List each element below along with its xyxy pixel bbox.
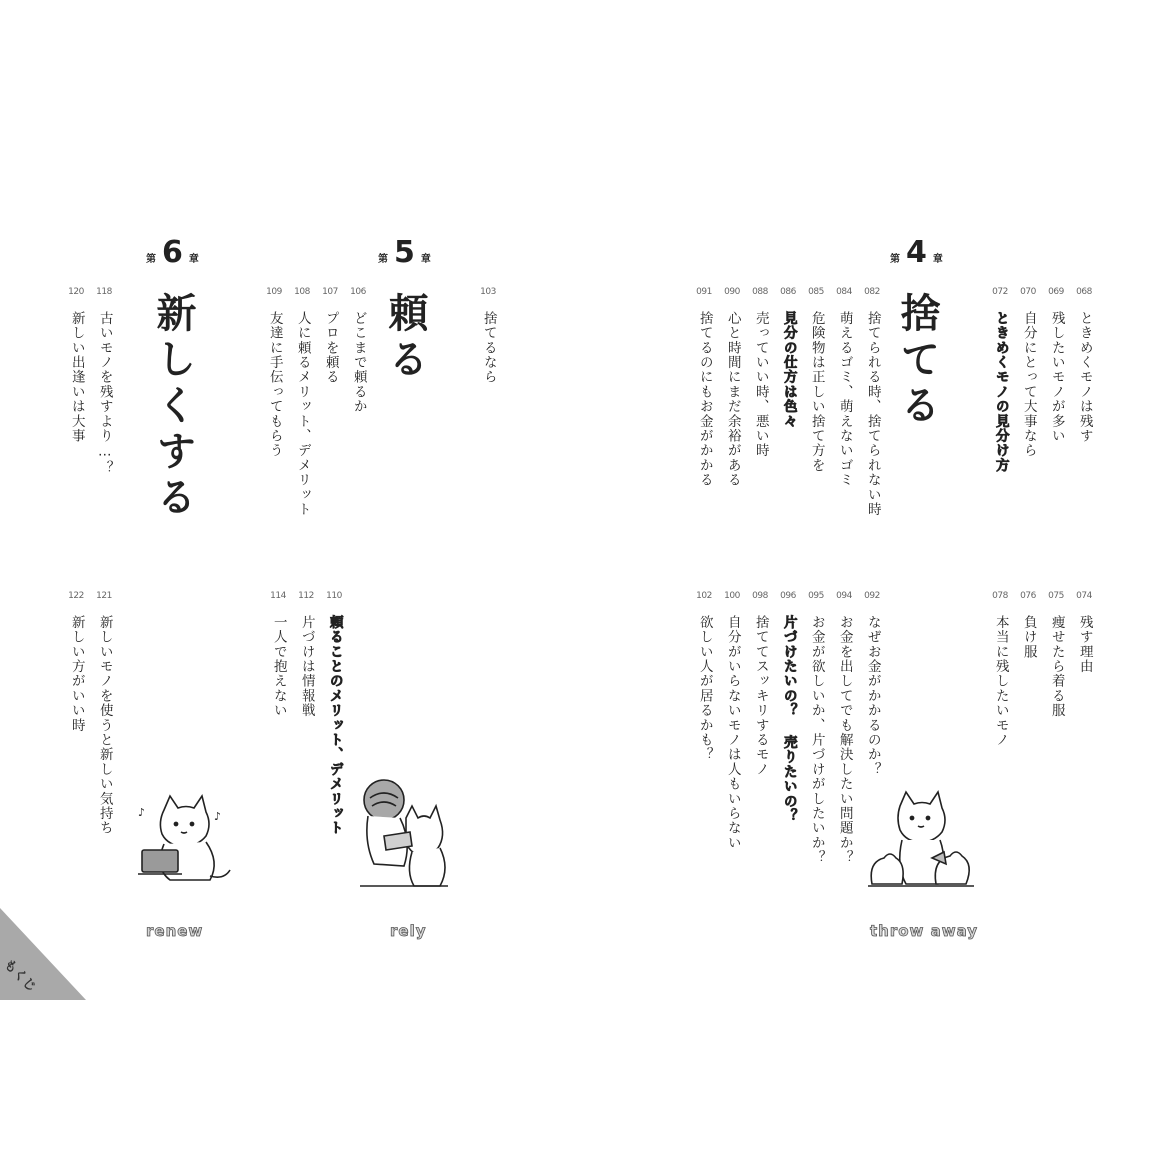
- chapter-5-label-post: 章: [420, 254, 431, 265]
- entry-title: 自分がいらないモノは人もいらない: [724, 615, 741, 851]
- entry-page-number: 102: [696, 591, 712, 601]
- entry-title: 自分にとって大事なら: [1020, 311, 1037, 458]
- entry-title: 萌えるゴミ、萌えないゴミ: [836, 311, 853, 488]
- entry-title: 痩せたら着る服: [1048, 615, 1065, 718]
- entry-title: 新しいモノを使うと新しい気持ち: [96, 615, 113, 836]
- entry-102[interactable]: [694, 592, 714, 865]
- entry-page-number: 112: [298, 591, 314, 601]
- entry-page-number: 107: [322, 287, 338, 297]
- entry-075[interactable]: [1046, 592, 1066, 865]
- entry-091[interactable]: [694, 288, 714, 517]
- entry-page-number: 068: [1076, 287, 1092, 297]
- chapter-5-number: 5: [394, 235, 415, 270]
- entry-page-number: 096: [780, 591, 796, 601]
- entry-107[interactable]: [320, 288, 340, 517]
- entry-103[interactable]: [478, 288, 498, 517]
- entry-title: 売っていい時、悪い時: [752, 311, 769, 458]
- chapter-4-label-pre: 第: [890, 254, 900, 265]
- entry-page-number: 070: [1020, 287, 1036, 297]
- entry-page-number: 095: [808, 591, 824, 601]
- entry-page-number: 100: [724, 591, 740, 601]
- entry-title: 残す理由: [1076, 615, 1093, 674]
- entry-page-number: 114: [270, 591, 286, 601]
- chapter-6-number: 6: [162, 235, 183, 270]
- entry-095[interactable]: [806, 592, 826, 865]
- chapter-6-english: renew: [146, 922, 204, 940]
- entry-100[interactable]: [722, 592, 742, 865]
- entry-title: なぜお金がかかるのか？: [864, 615, 881, 777]
- entry-120[interactable]: [66, 288, 86, 475]
- mokuji-corner-tab: [0, 908, 86, 1000]
- entry-page-number: 084: [836, 287, 852, 297]
- entry-page-number: 106: [350, 287, 366, 297]
- entry-title: 一人で抱えない: [270, 615, 287, 718]
- chapter-4-title: 捨てる: [894, 292, 940, 430]
- entry-title: 新しい方がいい時: [68, 615, 85, 733]
- entry-title: プロを頼る: [322, 311, 339, 385]
- entry-page-number: 103: [480, 287, 496, 297]
- entry-title: 捨てるのにもお金がかかる: [696, 311, 713, 488]
- chapter-4-heading: [890, 235, 943, 270]
- entry-title: ときめくモノの見分け方: [992, 311, 1009, 473]
- entry-072[interactable]: [990, 288, 1010, 517]
- entry-page-number: 098: [752, 591, 768, 601]
- entry-page-number: 091: [696, 287, 712, 297]
- entry-068[interactable]: [1074, 288, 1094, 517]
- entry-page-number: 120: [68, 287, 84, 297]
- cat-laptop-illustration: [134, 790, 234, 890]
- entry-085[interactable]: [806, 288, 826, 517]
- entry-title: 友達に手伝ってもらう: [266, 311, 283, 458]
- chapter-5-entries-bottom: [268, 592, 344, 836]
- entry-122[interactable]: [66, 592, 86, 836]
- entry-title: 残したいモノが多い: [1048, 311, 1065, 444]
- chapter-4-english: throw away: [870, 922, 979, 940]
- entry-page-number: 086: [780, 287, 796, 297]
- chapter-5-title: 頼る: [382, 292, 428, 384]
- chapter-4-entries-top: [694, 288, 1094, 517]
- entry-title: お金を出してでも解決したい問題か？: [836, 615, 853, 865]
- entry-118[interactable]: [94, 288, 114, 475]
- entry-page-number: 078: [992, 591, 1008, 601]
- entry-076[interactable]: [1018, 592, 1038, 865]
- entry-096[interactable]: [778, 592, 798, 865]
- chapter-6-label-post: 章: [188, 254, 199, 265]
- chapter-4-number: 4: [906, 235, 927, 270]
- entry-page-number: 075: [1048, 591, 1064, 601]
- entry-110[interactable]: [324, 592, 344, 836]
- entry-title: 人に頼るメリット、デメリット: [294, 311, 311, 517]
- entry-088[interactable]: [750, 288, 770, 517]
- cat-trash-bags-illustration: [866, 788, 976, 894]
- entry-page-number: 088: [752, 287, 768, 297]
- entry-page-number: 094: [836, 591, 852, 601]
- chapter-5-heading: [378, 235, 431, 270]
- entry-page-number: 085: [808, 287, 824, 297]
- entry-title: 危険物は正しい捨て方を: [808, 311, 825, 473]
- entry-121[interactable]: [94, 592, 114, 836]
- chapter-5: [230, 230, 520, 940]
- svg-text:♪: ♪: [138, 806, 146, 819]
- entry-title: 片づけたいの？ 売りたいの？: [780, 615, 797, 824]
- chapter-6-entries-bottom: [66, 592, 114, 836]
- cats-hugging-illustration: [354, 776, 454, 892]
- corner-tab-label: もくじ: [0, 956, 39, 996]
- entry-page-number: 072: [992, 287, 1008, 297]
- chapter-4-label-post: 章: [932, 254, 943, 265]
- entry-108[interactable]: [292, 288, 312, 517]
- entry-page-number: 092: [864, 591, 880, 601]
- entry-title: 本当に残したいモノ: [992, 615, 1009, 748]
- chapter-6-heading: [146, 235, 199, 270]
- entry-106[interactable]: [348, 288, 368, 517]
- entry-069[interactable]: [1046, 288, 1066, 517]
- chapter-6-title: 新しくする: [150, 292, 196, 522]
- entry-082[interactable]: [862, 288, 882, 517]
- entry-page-number: 090: [724, 287, 740, 297]
- chapter-4: [560, 230, 1100, 940]
- entry-title: 捨ててスッキリするモノ: [752, 615, 769, 777]
- entry-114[interactable]: [268, 592, 288, 836]
- entry-090[interactable]: [722, 288, 742, 517]
- entry-title: 古いモノを残すより…？: [96, 311, 113, 476]
- entry-086[interactable]: [778, 288, 798, 517]
- entry-title: 負け服: [1020, 615, 1037, 660]
- entry-074[interactable]: [1074, 592, 1094, 865]
- entry-page-number: 118: [96, 287, 112, 297]
- entry-title: 片づけは情報戦: [298, 615, 315, 718]
- entry-page-number: 076: [1020, 591, 1036, 601]
- entry-page-number: 069: [1048, 287, 1064, 297]
- entry-112[interactable]: [296, 592, 316, 836]
- entry-page-number: 074: [1076, 591, 1092, 601]
- entry-title: 捨てるなら: [480, 311, 497, 385]
- entry-page-number: 082: [864, 287, 880, 297]
- entry-page-number: 110: [326, 591, 342, 601]
- entry-070[interactable]: [1018, 288, 1038, 517]
- entry-title: 新しい出逢いは大事: [68, 311, 85, 444]
- entry-title: ときめくモノは残す: [1076, 311, 1093, 444]
- svg-text:♪: ♪: [214, 810, 222, 823]
- entry-title: 捨てられる時、捨てられない時: [864, 311, 881, 517]
- chapter-6-label-pre: 第: [146, 254, 156, 265]
- entry-page-number: 122: [68, 591, 84, 601]
- chapter-6-entries-top: [66, 288, 114, 475]
- entry-title: 頼ることのメリット、デメリット: [326, 615, 343, 836]
- entry-094[interactable]: [834, 592, 854, 865]
- entry-title: 心と時間にまだ余裕がある: [724, 311, 741, 488]
- entry-title: 見分の仕方は色々: [780, 311, 797, 429]
- entry-page-number: 109: [266, 287, 282, 297]
- entry-078[interactable]: [990, 592, 1010, 865]
- entry-109[interactable]: [264, 288, 284, 517]
- chapter-5-english: rely: [390, 922, 427, 940]
- entry-098[interactable]: [750, 592, 770, 865]
- chapter-5-entries-top: [264, 288, 498, 517]
- entry-084[interactable]: [834, 288, 854, 517]
- entry-title: お金が欲しいか、片づけがしたいか？: [808, 615, 825, 865]
- entry-page-number: 121: [96, 591, 112, 601]
- entry-title: 欲しい人が居るかも？: [696, 615, 713, 762]
- entry-title: どこまで頼るか: [350, 311, 367, 414]
- chapter-5-label-pre: 第: [378, 254, 388, 265]
- entry-page-number: 108: [294, 287, 310, 297]
